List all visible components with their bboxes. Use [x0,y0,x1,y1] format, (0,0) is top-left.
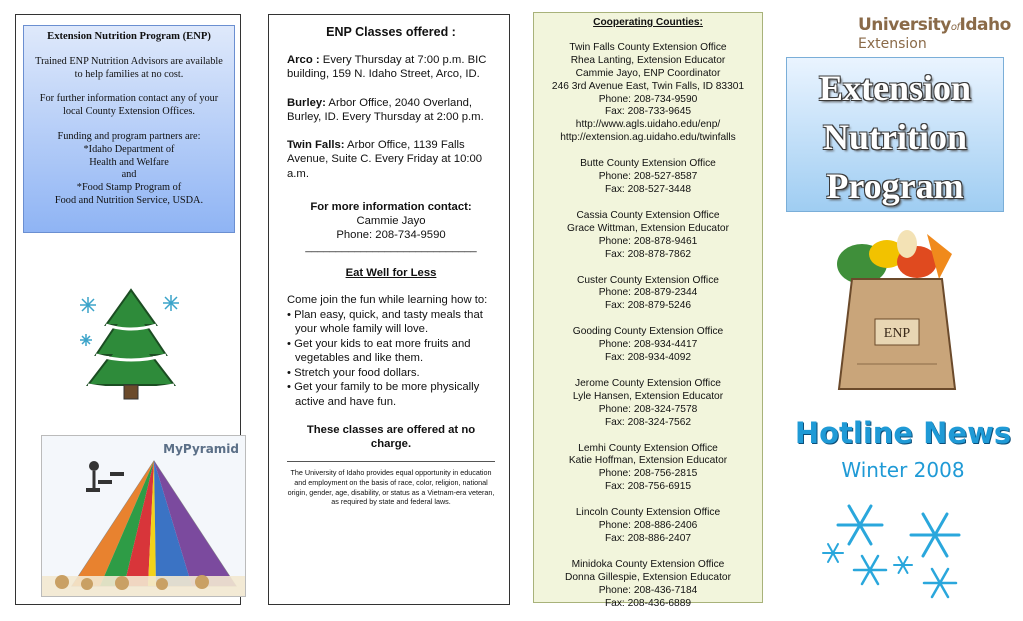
county-line: Phone: 208-886-2406 [598,520,698,532]
county-line: Lincoln County Extension Office [575,507,721,519]
county-line: Cassia County Extension Office [576,209,720,221]
left-panel [15,14,241,605]
county-line[interactable]: http://www.agls.uidaho.edu/enp/ [575,119,721,131]
county-line[interactable]: http://extension.ag.uidaho.edu/twinfalls [560,132,736,144]
christmas-tree-icon [76,285,186,405]
county-line: Fax: 208-436-6889 [604,597,692,609]
county-line: Phone: 208-324-7578 [598,403,698,415]
county-line: Fax: 208-886-2407 [604,533,692,544]
county-list [538,42,758,611]
mypyramid-image [41,435,246,597]
partner-2b: Food and Nutrition Service, USDA. [54,194,204,206]
county-line: Custer County Extension Office [577,274,719,286]
county-line: Phone: 208-879-2344 [598,287,698,299]
season-subtitle: Winter 2008 [841,458,965,482]
contact-phone: Phone: 208-734-9590 [336,228,446,241]
hotline-news-title: Hotline News [794,416,1012,450]
county-line: Phone: 208-436-7184 [598,584,698,596]
county-entry [538,210,758,262]
county-line: Katie Hoffman, Extension Educator [568,455,728,467]
class-arco: Arco : Every Thursday at 7:00 p.m. BIC building, 159 N. Idaho Street, Arco, ID. [287,54,487,81]
county-entry [538,378,758,430]
class-burley: Burley: Arbor Office, 2040 Overland, Burley, ID. Every Thursday at 2:00 p.m. [287,96,484,123]
separator-rule: ____________________________ [305,241,477,254]
middle-panel [268,14,510,605]
county-line: Phone: 208-734-9590 [598,93,698,105]
county-line: Jerome County Extension Office [575,377,721,389]
svg-text:ENP: ENP [883,326,911,341]
partner-1: *Idaho Department of [83,143,175,155]
list-item: • Plan easy, quick, and tasty meals that your whole family will love. [287,308,483,336]
list-item: • Get your family to be more physically active and have fun. [287,381,480,408]
free-classes-note: These classes are offered at no charge. [306,424,476,451]
list-item: • Get your kids to eat more fruits and vegetables and like them. [287,337,471,365]
county-line: Minidoka County Extension Office [571,558,725,570]
county-line: Phone: 208-934-4417 [598,339,698,351]
county-line: Fax: 208-878-7862 [604,248,692,260]
county-line: Cammie Jayo, ENP Coordinator [575,67,721,79]
enp-advisors-text: Trained ENP Nutrition Advisors are available to help families at no cost. [35,55,223,80]
eat-well-list [287,293,495,409]
county-line: Donna Gillespie, Extension Educator [565,571,731,583]
title-line-3: Program [826,166,964,206]
county-line: Butte County Extension Office [580,158,716,170]
classes-title: ENP Classes offered : [326,25,456,39]
county-entry [538,326,758,365]
county-line: Fax: 208-733-9645 [604,106,692,118]
county-entry [538,443,758,495]
contact-name: Cammie Jayo [356,214,426,227]
title-line-1: Extension [818,68,972,108]
divider [287,461,495,462]
county-line: Lemhi County Extension Office [578,442,718,454]
county-line: Fax: 208-934-4092 [604,352,692,364]
county-line: Fax: 208-879-5246 [604,300,692,312]
enp-contact-text: For further information contact any of your local County Extension Offices. [39,93,219,118]
county-line: Lyle Hansen, Extension Educator [572,390,724,402]
enp-box-title: Extension Nutrition Program (ENP) [47,31,211,42]
eat-well-heading: Eat Well for Less [345,267,437,280]
county-line: Phone: 208-756-2815 [598,468,698,480]
program-title-box [786,57,1004,212]
partner-2: *Food Stamp Program of [76,182,182,194]
contact-block [287,201,495,242]
contact-heading: For more information contact: [310,201,472,214]
county-entry [538,275,758,314]
partner-1b: Health and Welfare [89,156,169,168]
county-line: Fax: 208-324-7562 [604,416,692,428]
county-line: Fax: 208-527-3448 [604,183,692,195]
county-line: Twin Falls County Extension Office [569,41,727,53]
county-entry [538,42,758,145]
mypyramid-title: MyPyramid [163,442,239,456]
counties-panel [533,12,763,609]
university-idaho-logo: UniversityofIdaho Extension [858,15,1011,52]
snowflake-icon [815,495,985,605]
county-entry [538,559,758,611]
county-line: Rhea Lanting, Extension Educator [570,54,726,66]
class-twin-falls: Twin Falls: Arbor Office, 1139 Falls Avenue, Suite C. Every Friday at 10:00 a.m. [287,139,483,180]
partner-and: and [121,169,137,181]
list-item: • Stretch your food dollars. [287,366,420,379]
counties-title: Cooperating Counties: [593,17,703,28]
funding-intro: Funding and program partners are: [57,130,201,142]
county-entry [538,158,758,197]
county-line: Gooding County Extension Office [572,326,724,338]
county-entry [538,507,758,546]
county-line: Grace Wittman, Extension Educator [567,222,729,234]
title-line-2: Nutrition [823,117,967,157]
county-line: Fax: 208-756-6915 [604,481,692,493]
enp-info-box [23,25,235,233]
county-line: Phone: 208-527-8587 [598,171,698,183]
equal-opportunity-disclaimer: The University of Idaho provides equal opportunity in education and employment on the basis of race, color, religion, national origin, gender, age, disability, or status as a Vietnam-era veteran, as required by state and federal laws. [287,468,495,507]
grocery-bag-icon [827,224,967,404]
county-line: Phone: 208-878-9461 [598,235,698,247]
county-line: 246 3rd Avenue East, Twin Falls, ID 83301 [551,80,745,92]
eat-well-intro: Come join the fun while learning how to: [287,294,488,307]
